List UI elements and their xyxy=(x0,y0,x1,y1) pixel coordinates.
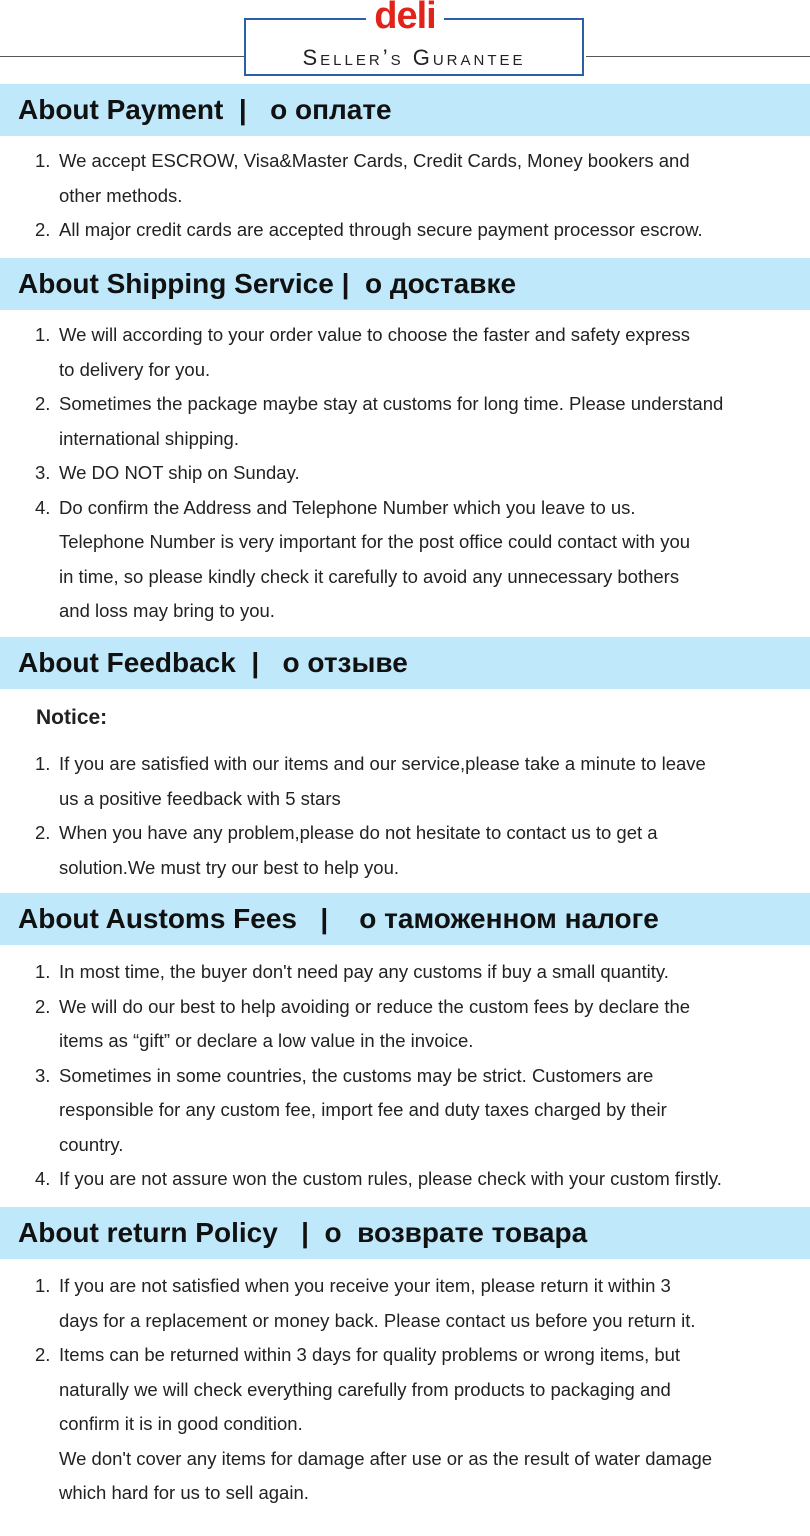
list-item: 2. All major credit cards are accepted through secure payment processor escrow. xyxy=(35,219,703,240)
section-header-payment: About Payment | о оплате xyxy=(0,84,810,136)
return-policy-list xyxy=(0,1269,810,1511)
list-item: 1. We accept ESCROW, Visa&Master Cards, Credit Cards, Money bookers and other methods. xyxy=(35,150,690,206)
feedback-list xyxy=(0,747,810,885)
customs-list xyxy=(0,955,810,1197)
section-header-customs: About Austoms Fees | о таможенном налоге xyxy=(0,893,810,945)
list-item: 3. We DO NOT ship on Sunday. xyxy=(35,462,300,483)
list-item: 3. Sometimes in some countries, the customs may be strict. Customers are responsible for any custom fee, import fee and duty taxes charged by their country. xyxy=(35,1064,667,1155)
header-subtitle: Seller’s Gurantee xyxy=(302,45,526,70)
payment-list xyxy=(0,144,810,248)
list-item: 1. If you are satisfied with our items and our service,please take a minute to leave us a positive feedback with 5 stars xyxy=(35,753,706,809)
list-item: 2. Items can be returned within 3 days for quality problems or wrong items, but naturally we will check everything carefully from products to packaging and confirm it is in good condition. We don't cover any items for damage after use or as the result of water damage which hard for us to sell again. xyxy=(35,1344,713,1503)
notice-label: Notice: xyxy=(36,706,108,729)
list-item: 2. Sometimes the package maybe stay at customs for long time. Please understand international shipping. xyxy=(35,393,724,449)
header-rule-left xyxy=(0,56,244,57)
list-item: 1. We will according to your order value to choose the faster and safety express to delivery for you. xyxy=(35,324,691,380)
section-header-shipping: About Shipping Service | о доставке xyxy=(0,258,810,310)
list-item: 2. We will do our best to help avoiding or reduce the custom fees by declare the items as “gift” or declare a low value in the invoice. xyxy=(35,995,691,1051)
shipping-list xyxy=(0,318,810,629)
guarantee-header xyxy=(0,0,810,84)
list-item: 4. Do confirm the Address and Telephone Number which you leave to us. Telephone Number is very important for the post office could contact with you in time, so please kindly check it carefully to avoid any unnecessary bothers and loss may bring to you. xyxy=(35,496,691,621)
section-header-return-policy: About return Policy | о возврате товара xyxy=(0,1207,810,1259)
list-item: 2. When you have any problem,please do not hesitate to contact us to get a solution.We must try our best to help you. xyxy=(35,822,658,878)
header-rule-right xyxy=(586,56,810,57)
section-header-feedback: About Feedback | о отзыве xyxy=(0,637,810,689)
list-item: 1. If you are not satisfied when you receive your item, please return it within 3 days for a replacement or money back. Please contact us before you return it. xyxy=(35,1275,696,1331)
list-item: 1. In most time, the buyer don't need pay any customs if buy a small quantity. xyxy=(35,961,669,982)
list-item: 4. If you are not assure won the custom rules, please check with your custom firstly. xyxy=(35,1168,722,1189)
brand-logo: deli xyxy=(0,0,810,38)
